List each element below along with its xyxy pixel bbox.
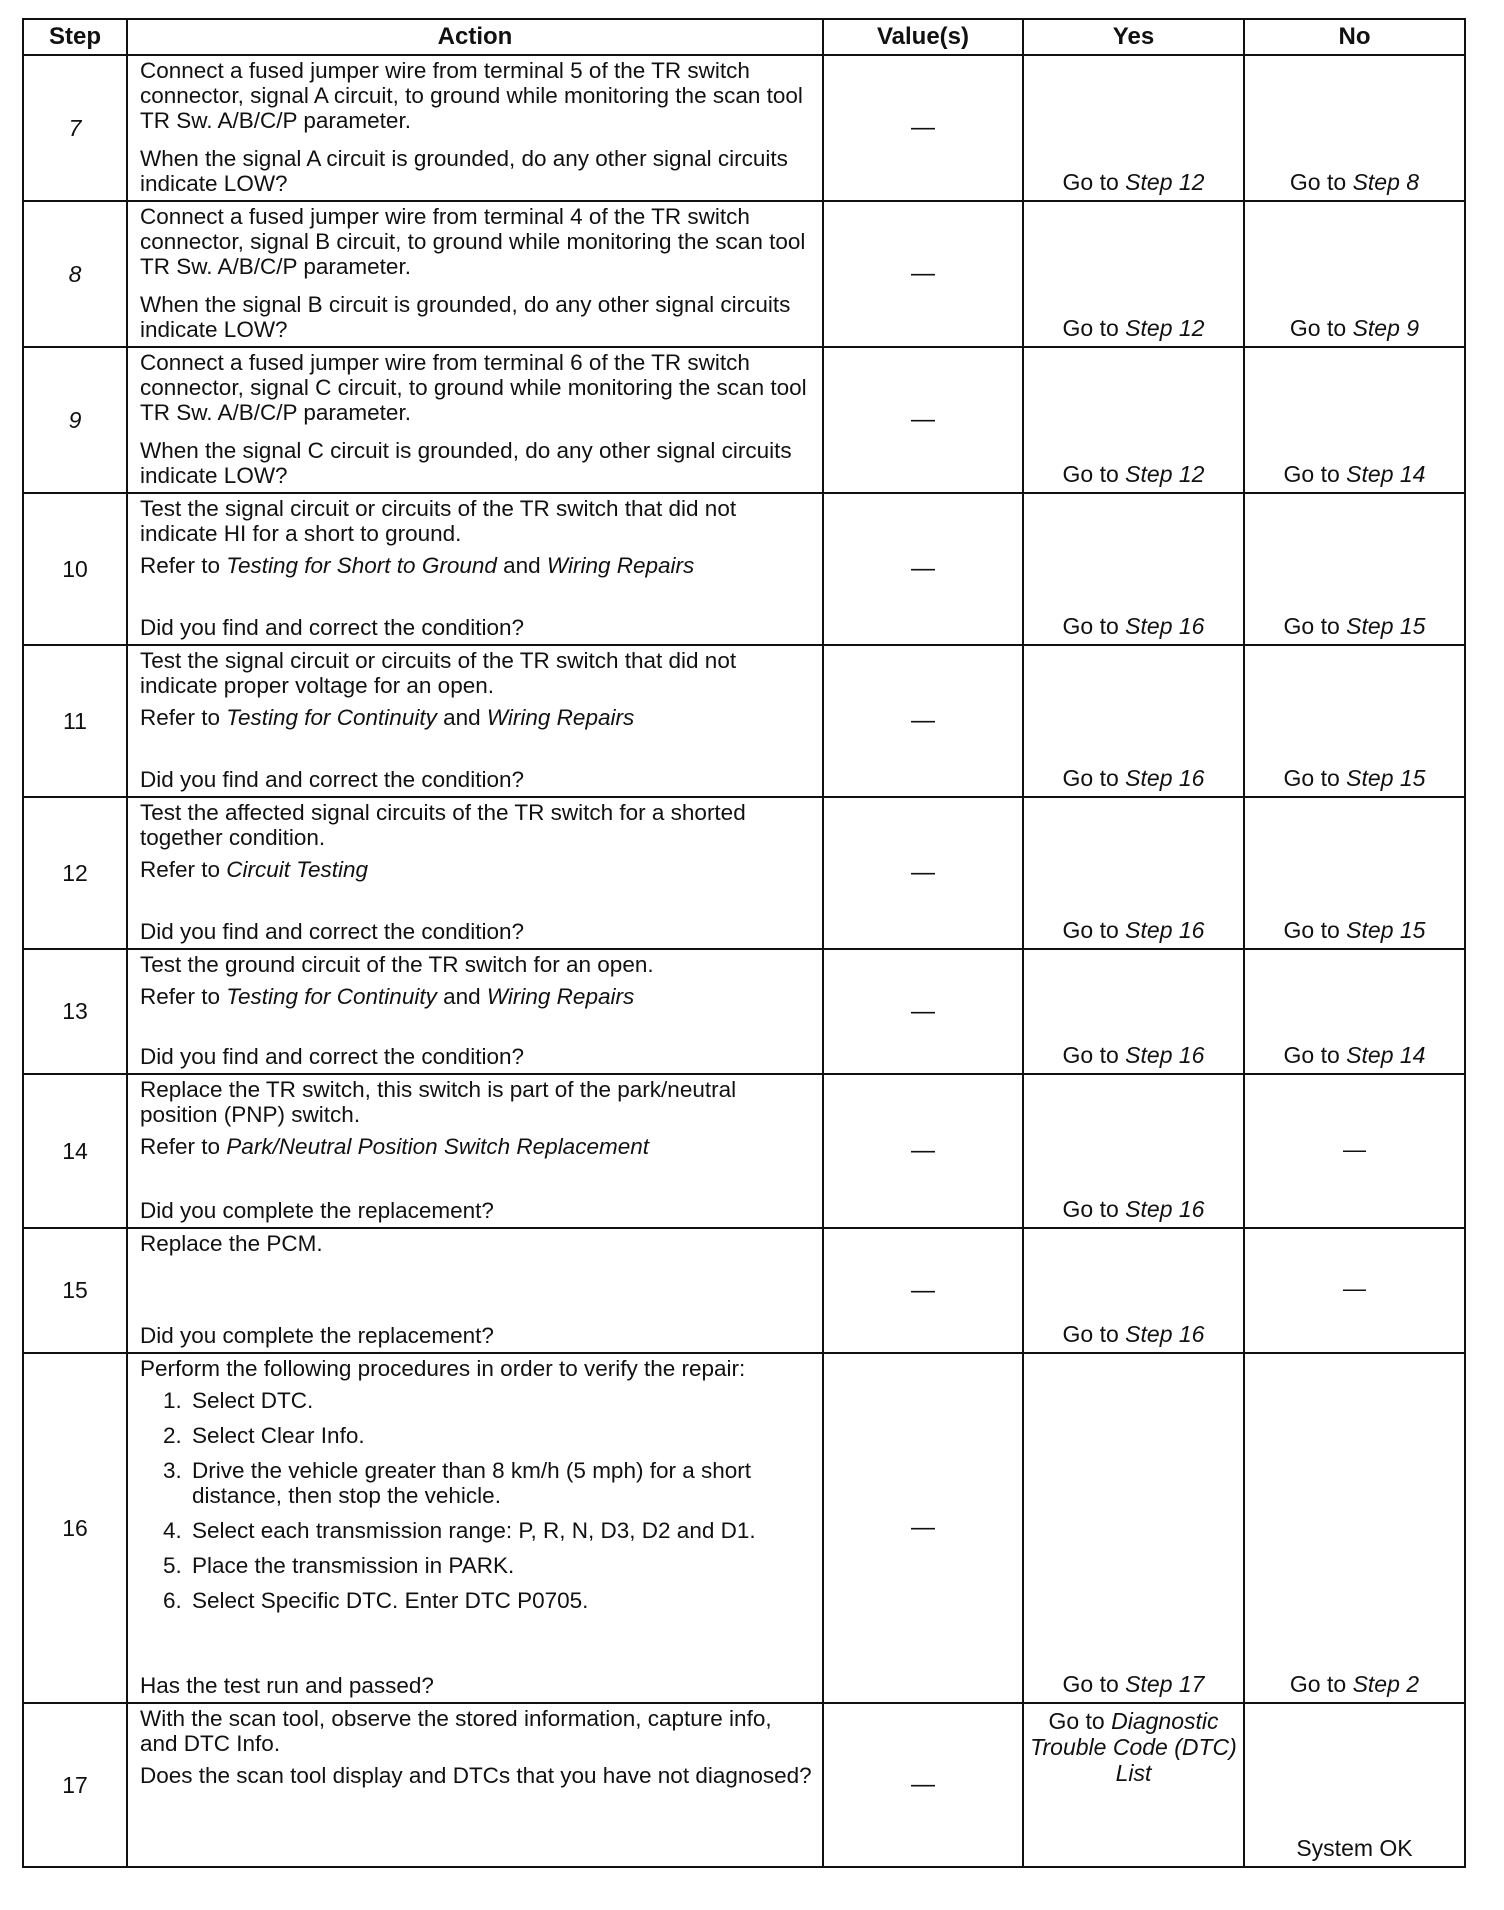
header-yes: Yes	[1023, 19, 1244, 55]
value-cell: —	[823, 1228, 1023, 1353]
refer-prefix: Refer to	[140, 705, 227, 730]
step-number: 13	[23, 949, 127, 1074]
table-body	[23, 55, 1465, 1867]
value-cell: —	[823, 797, 1023, 949]
goto-prefix: Go to	[1062, 917, 1126, 943]
value-cell: —	[823, 201, 1023, 347]
action-paragraph: Test the signal circuit or circuits of the TR switch that did not indicate HI for a short to ground.	[140, 496, 737, 546]
yes-cell	[1023, 493, 1244, 645]
action-cell	[127, 347, 823, 493]
action-paragraph: Connect a fused jumper wire from terminal 4 of the TR switch connector, signal B circuit, to ground while monitoring the scan tool TR Sw. A/B/C/P parameter.	[140, 204, 806, 279]
value-cell: —	[823, 1074, 1023, 1228]
action-paragraph: Connect a fused jumper wire from terminal 6 of the TR switch connector, signal C circuit, to ground while monitoring the scan tool TR Sw. A/B/C/P parameter.	[140, 350, 807, 425]
reference-link: Testing for Short to Ground	[226, 553, 497, 578]
reference-link: Wiring Repairs	[546, 553, 695, 578]
diagnostic-table-sheet	[22, 18, 1464, 1868]
goto-reference: Step 15	[1346, 917, 1426, 943]
goto-prefix: Go to	[1062, 1042, 1126, 1068]
goto-prefix: Go to	[1289, 169, 1353, 195]
action-cell	[127, 1353, 823, 1703]
goto-prefix: Go to	[1062, 765, 1126, 791]
yes-cell	[1023, 55, 1244, 201]
goto-prefix: Go to	[1062, 1671, 1126, 1697]
procedure-step: 3. Drive the vehicle greater than 8 km/h (5 mph) for a short distance, then stop the vehicle.	[188, 1458, 814, 1508]
reference-link: Wiring Repairs	[486, 984, 635, 1009]
goto-prefix: Go to	[1062, 613, 1126, 639]
header-action: Action	[127, 19, 823, 55]
table-row	[23, 1353, 1465, 1703]
no-cell	[1244, 1228, 1465, 1353]
goto-reference: Step 17	[1125, 1671, 1205, 1697]
action-paragraph: Replace the PCM.	[140, 1231, 323, 1256]
no-cell	[1244, 347, 1465, 493]
goto-reference: Step 16	[1125, 917, 1205, 943]
goto-prefix: Go to	[1283, 1042, 1347, 1068]
action-cell	[127, 949, 823, 1074]
action-question: Has the test run and passed?	[140, 1673, 434, 1698]
action-cell	[127, 55, 823, 201]
refer-conjunction: and	[496, 553, 547, 578]
goto-reference: Step 12	[1125, 169, 1205, 195]
yes-cell	[1023, 797, 1244, 949]
action-paragraph	[140, 857, 814, 882]
value-cell: —	[823, 1353, 1023, 1703]
value-cell: —	[823, 645, 1023, 797]
action-text	[140, 1077, 814, 1223]
action-text	[140, 204, 814, 342]
action-paragraph: Test the affected signal circuits of the TR switch for a shorted together condition.	[140, 800, 746, 850]
action-question: When the signal C circuit is grounded, do any other signal circuits indicate LOW?	[140, 438, 792, 488]
header-step: Step	[23, 19, 127, 55]
action-question: When the signal A circuit is grounded, do any other signal circuits indicate LOW?	[140, 146, 788, 196]
no-cell	[1244, 645, 1465, 797]
goto-prefix: Go to	[1062, 1196, 1126, 1222]
refer-prefix: Refer to	[140, 984, 227, 1009]
procedure-step: 2. Select Clear Info.	[188, 1423, 814, 1448]
value-cell: —	[823, 1703, 1023, 1867]
action-paragraph: Test the ground circuit of the TR switch for an open.	[140, 952, 654, 977]
action-paragraph: Does the scan tool display and DTCs that you have not diagnosed?	[140, 1763, 812, 1788]
value-cell: —	[823, 949, 1023, 1074]
table-row	[23, 347, 1465, 493]
step-number: 14	[23, 1074, 127, 1228]
action-question: Did you find and correct the condition?	[140, 919, 524, 944]
goto-prefix: Go to	[1048, 1708, 1112, 1734]
table-row	[23, 797, 1465, 949]
refer-prefix: Refer to	[140, 1134, 227, 1159]
goto-reference: Step 16	[1125, 1042, 1205, 1068]
goto-reference: Step 16	[1125, 765, 1205, 791]
action-paragraph: Connect a fused jumper wire from terminal 5 of the TR switch connector, signal A circuit, to ground while monitoring the scan tool TR Sw. A/B/C/P parameter.	[140, 58, 803, 133]
table-row	[23, 201, 1465, 347]
action-paragraph	[140, 1134, 814, 1159]
step-number: 9	[23, 347, 127, 493]
refer-conjunction: and	[436, 705, 487, 730]
procedure-step: 4. Select each transmission range: P, R, N, D3, D2 and D1.	[188, 1518, 814, 1543]
goto-prefix: Go to	[1289, 315, 1353, 341]
yes-cell	[1023, 1353, 1244, 1703]
no-cell	[1244, 201, 1465, 347]
refer-conjunction: and	[436, 984, 487, 1009]
action-question: Did you find and correct the condition?	[140, 615, 524, 640]
action-text	[140, 1356, 814, 1698]
goto-prefix: Go to	[1062, 169, 1126, 195]
goto-reference: Step 14	[1346, 461, 1426, 487]
diagnostic-table	[22, 18, 1466, 1868]
goto-reference: Step 12	[1125, 461, 1205, 487]
action-cell	[127, 1228, 823, 1353]
action-text	[140, 350, 814, 488]
action-text	[140, 496, 814, 640]
value-cell: —	[823, 347, 1023, 493]
no-cell	[1244, 55, 1465, 201]
table-row	[23, 949, 1465, 1074]
yes-cell	[1023, 347, 1244, 493]
reference-link: Testing for Continuity	[226, 705, 437, 730]
action-question: Did you complete the replacement?	[140, 1323, 494, 1348]
no-value: —	[1343, 1135, 1366, 1162]
step-number: 10	[23, 493, 127, 645]
reference-link: Wiring Repairs	[486, 705, 635, 730]
action-paragraph: Perform the following procedures in order to verify the repair:	[140, 1356, 746, 1381]
action-paragraph: Replace the TR switch, this switch is part of the park/neutral position (PNP) switch.	[140, 1077, 737, 1127]
action-paragraph	[140, 553, 814, 578]
header-no: No	[1244, 19, 1465, 55]
goto-reference: Step 15	[1346, 765, 1426, 791]
table-row	[23, 645, 1465, 797]
value-cell: —	[823, 55, 1023, 201]
refer-prefix: Refer to	[140, 553, 227, 578]
yes-cell	[1023, 1228, 1244, 1353]
procedure-step: 1. Select DTC.	[188, 1388, 814, 1413]
table-row	[23, 493, 1465, 645]
step-number: 7	[23, 55, 127, 201]
goto-reference: Step 16	[1125, 613, 1205, 639]
goto-reference: Step 16	[1125, 1196, 1205, 1222]
yes-cell	[1023, 201, 1244, 347]
reference-link: Testing for Continuity	[226, 984, 437, 1009]
no-cell	[1244, 1074, 1465, 1228]
reference-link: Park/Neutral Position Switch Replacement	[226, 1134, 649, 1159]
goto-prefix: Go to	[1283, 461, 1347, 487]
refer-prefix: Refer to	[140, 857, 227, 882]
goto-prefix: Go to	[1062, 315, 1126, 341]
no-result: System OK	[1296, 1835, 1413, 1861]
header-row	[23, 19, 1465, 55]
no-cell	[1244, 797, 1465, 949]
table-row	[23, 55, 1465, 201]
action-cell	[127, 797, 823, 949]
no-value: —	[1343, 1275, 1366, 1301]
goto-prefix: Go to	[1283, 917, 1347, 943]
action-paragraph	[140, 984, 814, 1009]
step-number: 11	[23, 645, 127, 797]
procedure-step: 5. Place the transmission in PARK.	[188, 1553, 814, 1578]
goto-reference: Diagnostic Trouble Code (DTC) List	[1030, 1708, 1237, 1786]
goto-prefix: Go to	[1062, 461, 1126, 487]
goto-prefix: Go to	[1283, 613, 1347, 639]
goto-reference: Step 12	[1125, 315, 1205, 341]
goto-reference: Step 2	[1352, 1671, 1420, 1697]
procedure-list	[140, 1388, 814, 1623]
procedure-step: 6. Select Specific DTC. Enter DTC P0705.	[188, 1588, 814, 1613]
goto-reference: Step 14	[1346, 1042, 1426, 1068]
yes-cell	[1023, 1074, 1244, 1228]
goto-reference: Step 15	[1346, 613, 1426, 639]
step-number: 15	[23, 1228, 127, 1353]
no-cell	[1244, 1703, 1465, 1867]
step-number: 12	[23, 797, 127, 949]
no-cell	[1244, 1353, 1465, 1703]
table-row	[23, 1228, 1465, 1353]
step-number: 8	[23, 201, 127, 347]
action-text	[140, 58, 814, 196]
no-cell	[1244, 493, 1465, 645]
yes-cell	[1023, 1703, 1244, 1867]
action-question: When the signal B circuit is grounded, do any other signal circuits indicate LOW?	[140, 292, 791, 342]
goto-reference: Step 16	[1125, 1321, 1205, 1347]
table-row	[23, 1074, 1465, 1228]
action-question: Did you complete the replacement?	[140, 1198, 494, 1223]
goto-reference: Step 9	[1352, 315, 1420, 341]
action-text	[140, 800, 814, 944]
action-question: Did you find and correct the condition?	[140, 1044, 524, 1069]
step-number: 17	[23, 1703, 127, 1867]
step-number: 16	[23, 1353, 127, 1703]
action-cell	[127, 1703, 823, 1867]
yes-cell	[1023, 645, 1244, 797]
action-text	[140, 1706, 814, 1862]
yes-goto-dtc-list	[1024, 1708, 1243, 1786]
action-question: Did you find and correct the condition?	[140, 767, 524, 792]
value-cell: —	[823, 493, 1023, 645]
action-paragraph: With the scan tool, observe the stored information, capture info, and DTC Info.	[140, 1706, 772, 1756]
header-values: Value(s)	[823, 19, 1023, 55]
action-paragraph	[140, 705, 814, 730]
no-cell	[1244, 949, 1465, 1074]
action-paragraph: Test the signal circuit or circuits of the TR switch that did not indicate proper voltage for an open.	[140, 648, 737, 698]
action-text	[140, 952, 814, 1069]
goto-prefix: Go to	[1289, 1671, 1353, 1697]
table-row	[23, 1703, 1465, 1867]
action-text	[140, 648, 814, 792]
action-cell	[127, 201, 823, 347]
action-cell	[127, 1074, 823, 1228]
reference-link: Circuit Testing	[226, 857, 369, 882]
action-text	[140, 1231, 814, 1348]
action-cell	[127, 645, 823, 797]
action-cell	[127, 493, 823, 645]
goto-prefix: Go to	[1283, 765, 1347, 791]
yes-cell	[1023, 949, 1244, 1074]
goto-prefix: Go to	[1062, 1321, 1126, 1347]
goto-reference: Step 8	[1352, 169, 1420, 195]
